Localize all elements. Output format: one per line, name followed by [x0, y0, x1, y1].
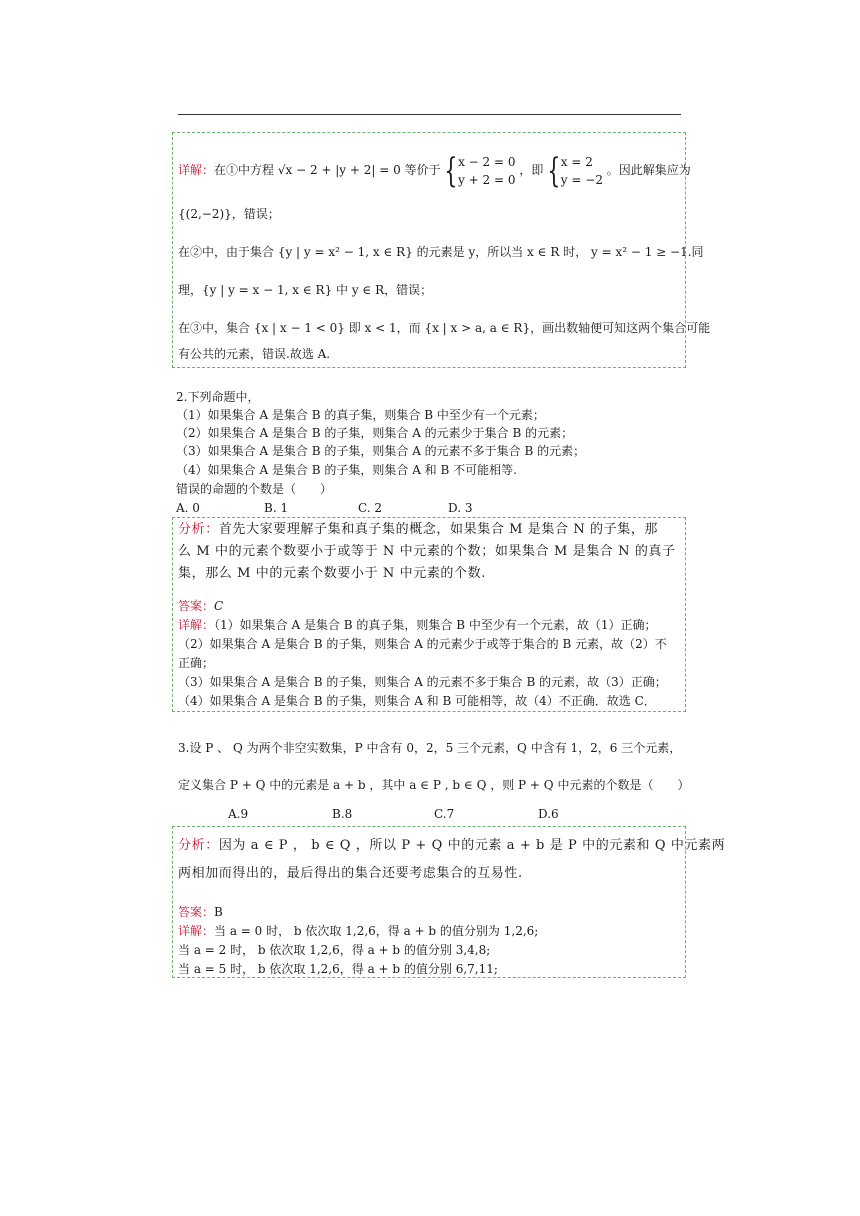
q3-option-d: D.6	[538, 807, 559, 821]
q2-option-d: D. 3	[448, 501, 473, 515]
q3-analysis-line-2: 两相加而得出的，最后得出的集合还要考虑集合的互易性.	[178, 866, 523, 881]
q2-detail-line-2: （2）如果集合 A 是集合 B 的子集，则集合 A 的元素少于或等于集合的 B 元素，故（2）不	[178, 637, 667, 651]
q2-item-2: （2）如果集合 A 是集合 B 的子集，则集合 A 的元素少于集合 B 的元素；	[176, 426, 574, 440]
q2-analysis-line-2: 么 M 中的元素个数要小于或等于 N 中元素的个数；如果集合 M 是集合 N 的真子	[178, 544, 676, 559]
p1-line-c: 在②中，由于集合 {y | y = x² − 1, x ∈ R} 的元素是 y，所以当 x ∈ R 时， y = x² − 1 ≥ −1.同	[178, 245, 704, 259]
q2-detail-line-4: （3）如果集合 A 是集合 B 的子集，则集合 A 的元素不多于集合 B 的元素，故（3）正确；	[178, 675, 667, 689]
q3-detail-line-2: 当 a = 2 时， b 依次取 1,2,6，得 a + b 的值分别 3,4,8;	[178, 943, 491, 957]
p1-text-3: 。因此解集应为	[606, 163, 691, 177]
analysis-label: 分析：	[178, 838, 219, 853]
q2-option-b: B. 1	[264, 501, 289, 515]
q3-detail-line-1: 详解：当 a = 0 时， b 依次取 1,2,6，得 a + b 的值分别为 1,2,6;	[178, 924, 539, 938]
q2-analysis-line-3: 集，那么 M 中的元素个数要小于 N 中元素的个数.	[178, 566, 486, 581]
q3-option-a: A.9	[228, 807, 249, 821]
q2-answer	[178, 598, 223, 614]
analysis-label: 分析：	[178, 522, 219, 537]
q2-options	[176, 500, 472, 516]
q2-detail-line-3: 正确；	[178, 656, 215, 670]
p1-line-a: 详解：在①中方程 √x − 2 + |y + 2| = 0 等价于 { x − 2 = 0 y + 2 = 0 ，即 { x = 2 y = −2 。因此解集应为	[178, 150, 691, 191]
q3-option-b: B.8	[332, 807, 353, 821]
answer-label: 答案：	[178, 599, 215, 613]
q3-line-2: 定义集合 P + Q 中的元素是 a + b ，其中 a ∈ P , b ∈ Q ，则 P + Q 中元素的个数是（ ）	[178, 778, 690, 792]
q2-option-c: C. 2	[358, 501, 383, 515]
p1-line-f: 有公共的元素，错误.故选 A.	[178, 347, 331, 361]
answer-value: C	[214, 599, 224, 613]
equation-system-2: x = 2 y = −2	[560, 154, 603, 187]
q2-ask: 错误的命题的个数是（ ）	[176, 482, 333, 496]
header-rule	[178, 114, 681, 115]
p1-line-b: {(2,−2)}，错误；	[178, 207, 280, 221]
q2-item-3: （3）如果集合 A 是集合 B 的子集，则集合 A 的元素不多于集合 B 的元素；	[176, 444, 586, 458]
q2-item-4: （4）如果集合 A 是集合 B 的子集，则集合 A 和 B 不可能相等.	[176, 463, 517, 477]
q3-answer	[178, 904, 223, 920]
q2-item-1: （1）如果集合 A 是集合 B 的真子集，则集合 B 中至少有一个元素；	[176, 408, 545, 422]
p1-line-d: 理，{y | y = x − 1, x ∈ R} 中 y ∈ R，错误；	[178, 283, 433, 297]
equation-system-1: x − 2 = 0 y + 2 = 0	[458, 154, 516, 187]
answer-label: 答案：	[178, 905, 215, 919]
q2-option-a: A. 0	[176, 501, 200, 515]
p1-text-1: 在①中方程 √x − 2 + |y + 2| = 0 等价于	[214, 163, 441, 177]
brace-glyph: {	[444, 150, 458, 191]
brace-glyph: {	[547, 150, 561, 191]
q2-title: 2.下列命题中，	[176, 390, 260, 404]
q2-analysis-line-1: 分析：首先大家要理解子集和真子集的概念，如果集合 M 是集合 N 的子集，那	[178, 522, 659, 537]
detail-label: 详解：	[178, 618, 215, 632]
q3-line-1: 3.设 P 、 Q 为两个非空实数集，P 中含有 0，2，5 三个元素，Q 中含有 1，2，6 三个元素，	[178, 741, 682, 755]
q3-option-c: C.7	[434, 807, 455, 821]
detail-label: 详解：	[178, 924, 215, 938]
q3-analysis-line-1: 分析：因为 a ∈ P ， b ∈ Q ，所以 P + Q 中的元素 a + b 是 P 中的元素和 Q 中元素两	[178, 838, 726, 853]
p1-line-e: 在③中，集合 {x | x − 1 < 0} 即 x < 1，而 {x | x > a, a ∈ R}，画出数轴便可知这两个集合可能	[178, 321, 711, 335]
q3-detail-line-3: 当 a = 5 时， b 依次取 1,2,6，得 a + b 的值分别 6,7,11;	[178, 962, 498, 976]
p1-text-2: ，即	[519, 163, 544, 177]
q2-detail-line-5: （4）如果集合 A 是集合 B 的子集，则集合 A 和 B 可能相等，故（4）不正确．故选 C．	[178, 694, 656, 708]
detail-label: 详解	[178, 163, 203, 177]
q2-detail-line-1: 详解：（1）如果集合 A 是集合 B 的真子集，则集合 B 中至少有一个元素，故（1）正确；	[178, 618, 657, 632]
answer-value: B	[214, 905, 223, 919]
q3-options	[228, 806, 559, 822]
